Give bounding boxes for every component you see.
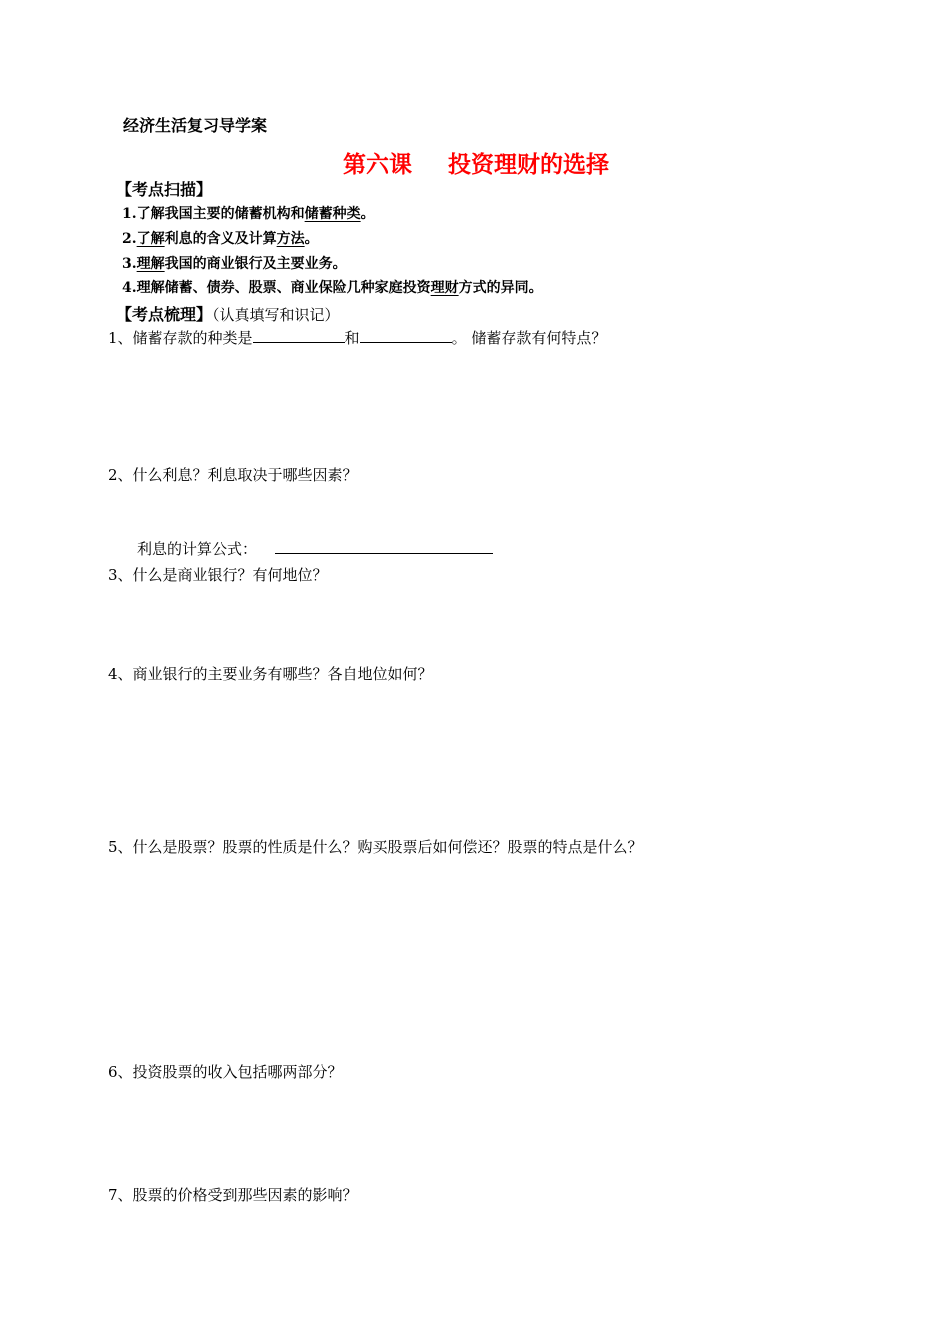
formula-answer-line <box>275 553 493 554</box>
scan-item-number: 3. <box>122 256 137 272</box>
scan-item-text: 方式的异同。 <box>458 280 543 296</box>
answer-blank <box>360 328 452 343</box>
answer-blank <box>253 328 345 343</box>
question-7: 7、股票的价格受到那些因素的影响？ <box>108 1186 358 1204</box>
question-1-and: 和 <box>344 329 360 347</box>
scan-item-underlined-text: 理解 <box>136 256 165 272</box>
formula-label: 利息的计算公式： <box>137 540 258 558</box>
scan-item-underlined-text: 储蓄种类 <box>304 206 361 222</box>
scan-item-4 <box>122 277 543 297</box>
question-2: 2、什么利息？利息取决于哪些因素？ <box>108 466 358 484</box>
scan-item-number: 4. <box>122 280 137 296</box>
scan-item-2 <box>122 228 319 248</box>
question-3: 3、什么是商业银行？有何地位？ <box>108 566 328 584</box>
scan-item-text: 。 <box>304 231 319 247</box>
document-label: 经济生活复习导学案 <box>123 116 268 135</box>
scan-item-text: 利息的含义及计算 <box>164 231 277 247</box>
question-6: 6、投资股票的收入包括哪两部分？ <box>108 1063 343 1081</box>
scan-item-text: 了解我国主要的储蓄机构和 <box>136 206 305 222</box>
scan-item-1 <box>122 203 375 223</box>
scan-item-underlined-text: 了解 <box>136 231 165 247</box>
scan-item-text: 我国的商业银行及主要业务。 <box>164 256 347 272</box>
question-1-text: 1、储蓄存款的种类是 <box>108 329 253 347</box>
question-4: 4、商业银行的主要业务有哪些？各自地位如何？ <box>108 665 433 683</box>
question-5: 5、什么是股票？股票的性质是什么？购买股票后如何偿还？股票的特点是什么？ <box>108 838 643 856</box>
lesson-title <box>343 146 609 179</box>
review-heading-text: 【考点梳理】 <box>116 305 213 324</box>
review-heading-note: （认真填写和识记） <box>212 306 340 324</box>
question-1 <box>108 327 606 348</box>
question-1-tail: 。 储蓄存款有何特点？ <box>451 329 607 347</box>
lesson-number: 第六课 <box>343 152 412 178</box>
scan-item-text: 理解储蓄、债券、股票、商业保险几种家庭投资 <box>136 280 431 296</box>
scan-item-3 <box>122 253 347 273</box>
scan-item-number: 1. <box>122 206 137 222</box>
scan-item-underlined-text: 方法 <box>276 231 305 247</box>
lesson-topic: 投资理财的选择 <box>448 152 609 178</box>
scan-item-number: 2. <box>122 231 137 247</box>
scan-item-text: 。 <box>360 206 375 222</box>
scan-section-heading: 【考点扫描】 <box>116 180 213 199</box>
review-section-heading <box>116 302 340 325</box>
scan-item-underlined-text: 理财 <box>430 280 459 296</box>
